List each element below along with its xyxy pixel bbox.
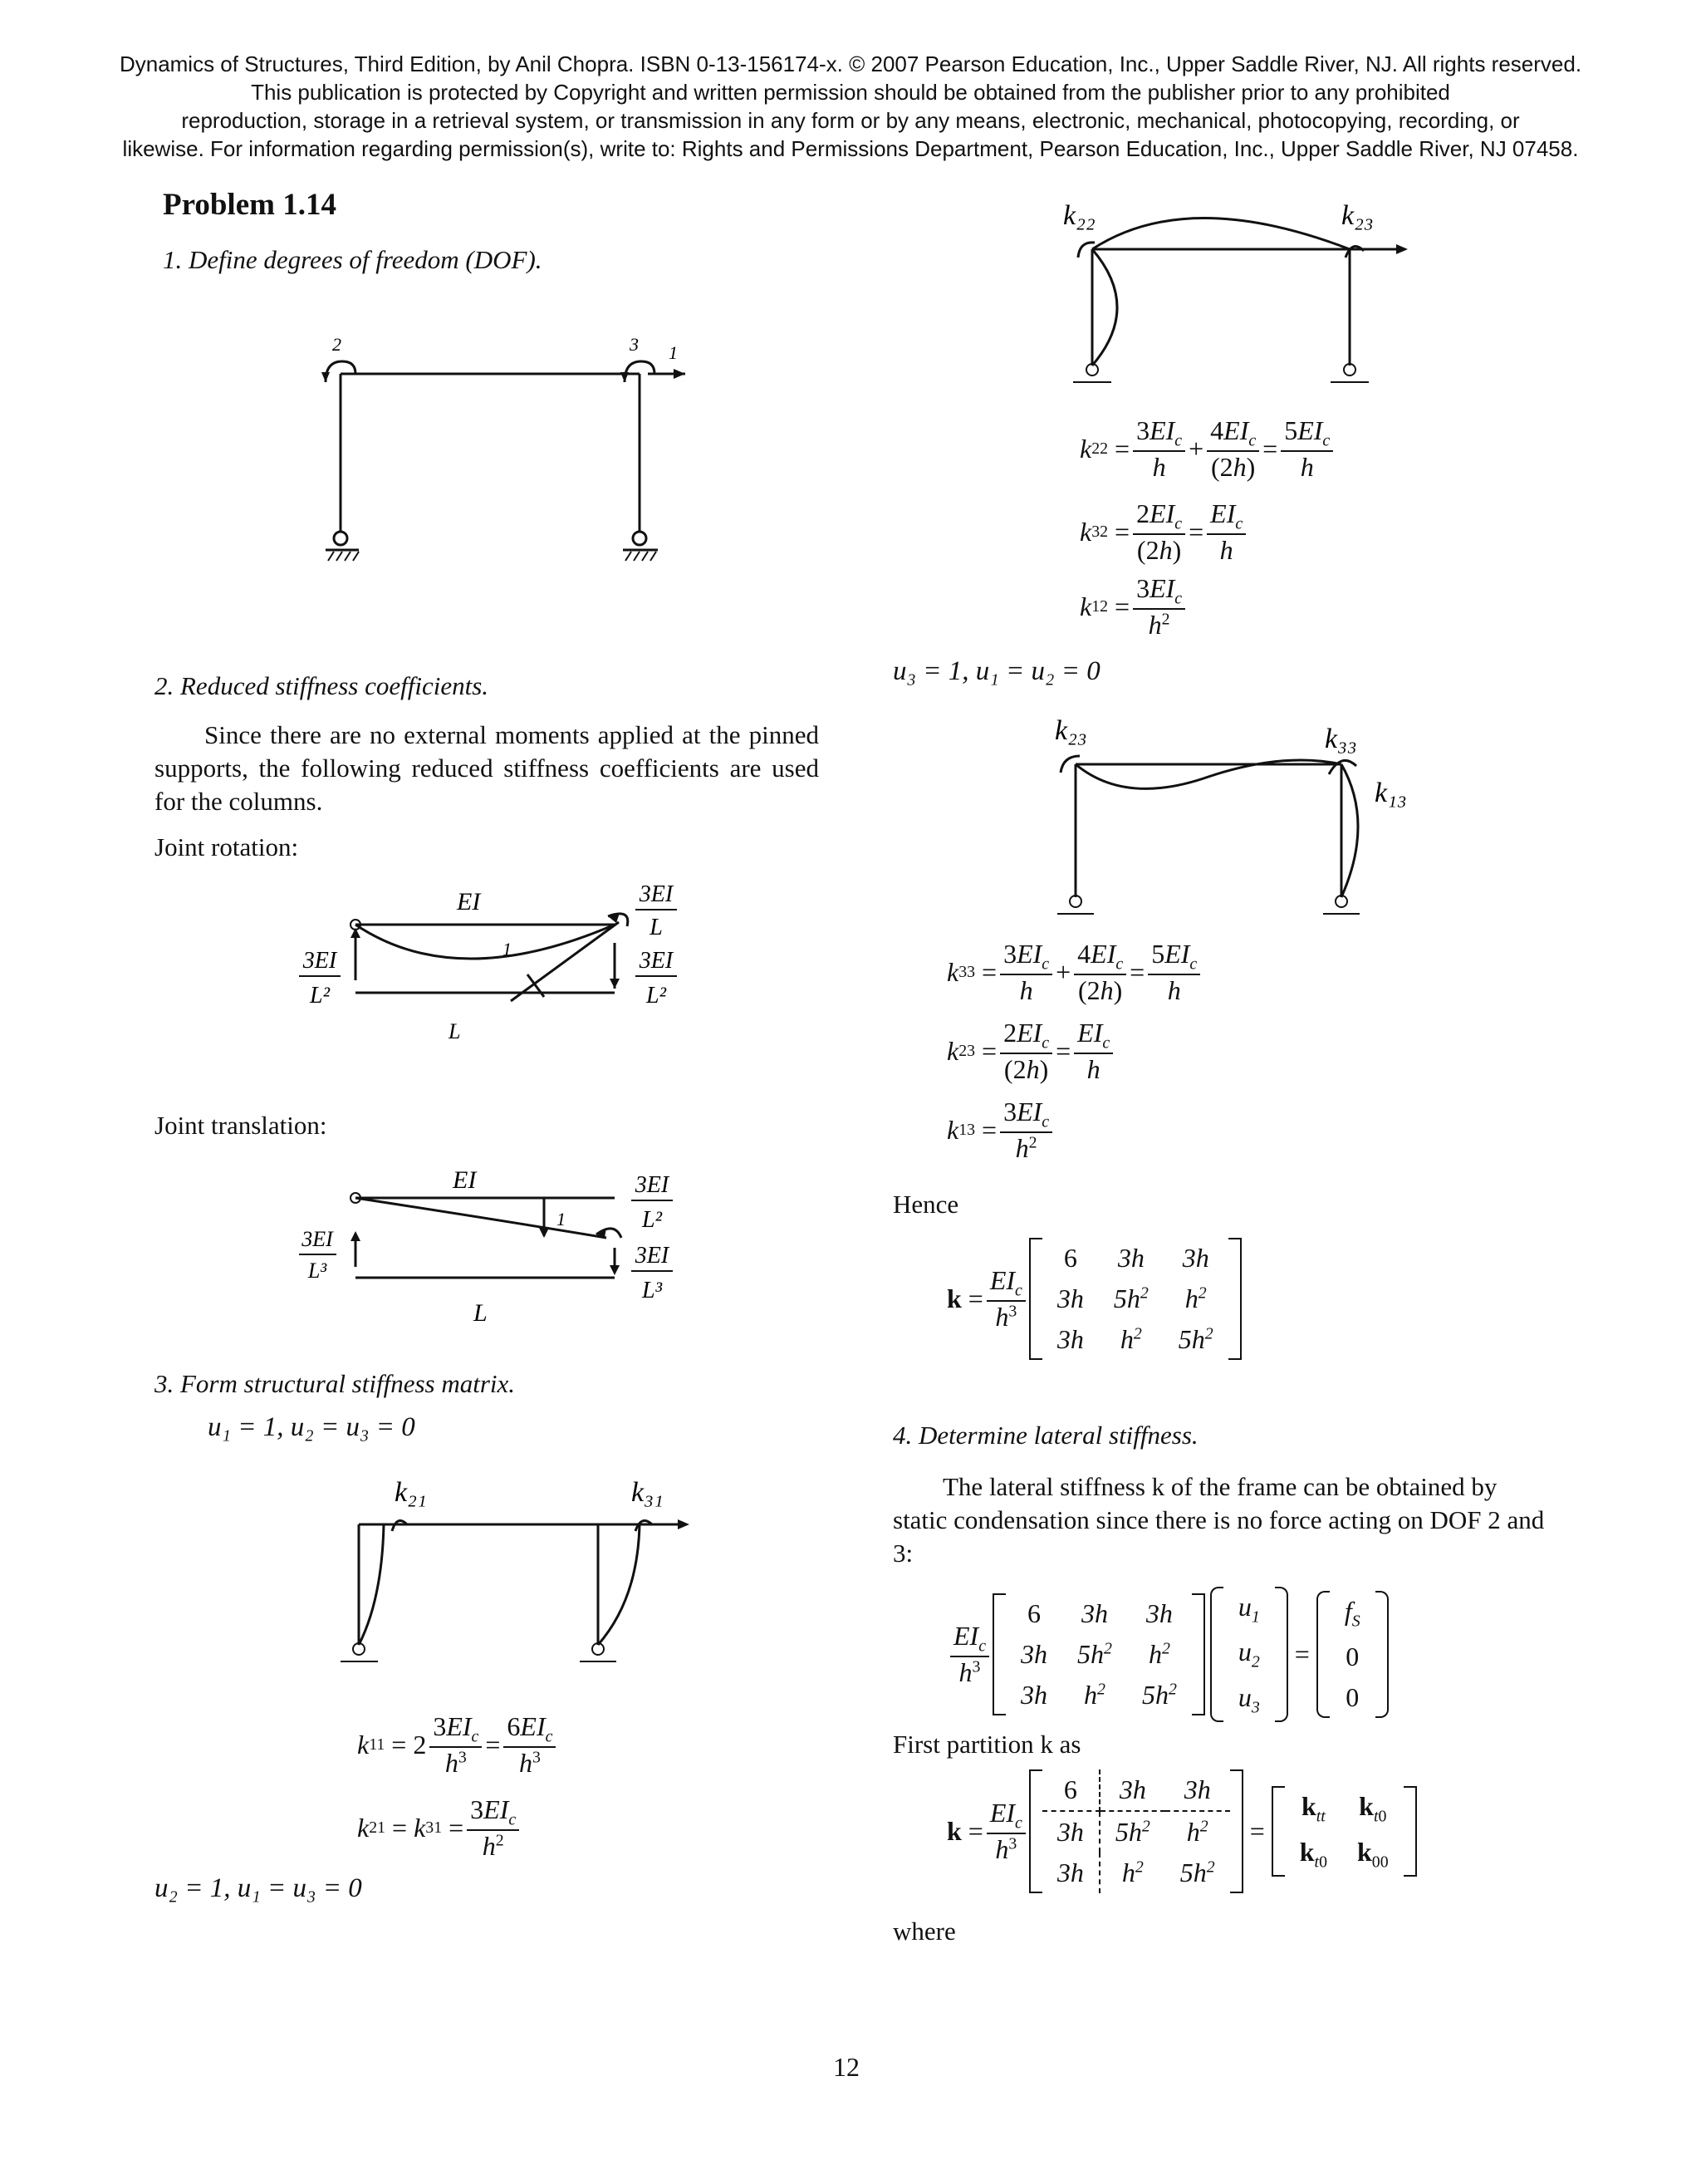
- case1-label: u₁ = 1, u₂ = u₃ = 0: [208, 1412, 415, 1442]
- eq-condensation: $\frac{EI_c}{h^3}$ 6 3h 3h 3h $5h^2$ $h^2$ 3h $h^2$ $5h^2$ $u_1$ $u_2$ $u_3$ = $f_S$ 0 0: [947, 1587, 1389, 1722]
- copyright-line: Dynamics of Structures, Third Edition, by Anil Chopra. ISBN 0-13-156174-x. © 2007 Pearson Education, Inc., Upper Saddle River, NJ. All rights reserved.: [119, 52, 1582, 76]
- eq-k21: k 21 = k 31 = $\frac{3EI_c}{h^2}$: [357, 1794, 522, 1862]
- rot-v-num: 3EI: [639, 948, 674, 974]
- trans-left-num: 3EI: [301, 1227, 333, 1251]
- stiffness-matrix: 6 3h 3h 3h $5h^2$ $h^2$ 3h $h^2$ $5h^2$: [1056, 1243, 1213, 1354]
- rot-left-num: 3EI: [302, 948, 337, 974]
- dof-frame-diagram: [282, 332, 714, 590]
- step2-heading: 2. Reduced stiffness coefficients.: [154, 671, 489, 700]
- k31-label: k₃₁: [631, 1477, 664, 1508]
- joint-rotation-diagram: [291, 876, 689, 1059]
- joint-rotation-label: Joint rotation:: [154, 832, 299, 861]
- copyright-notice: [58, 50, 1643, 163]
- joint-translation-diagram: [299, 1155, 698, 1337]
- trans-one-label: 1: [556, 1209, 566, 1229]
- hence-label: Hence: [893, 1190, 959, 1219]
- step4-heading: 4. Determine lateral stiffness.: [893, 1421, 1199, 1450]
- eq-k22: k 22 = $\frac{3EI_c}{h}$ + $\frac{4EI_c}{(2h)}$ = $\frac{5EI_c}{h}$: [1080, 415, 1336, 483]
- eq-k12: k 12 = $\frac{3EI_c}{h^2}$: [1080, 573, 1189, 640]
- frame-case2-diagram: [1055, 191, 1420, 407]
- k13-label: k₁₃: [1375, 778, 1407, 808]
- trans-left-den: L³: [307, 1259, 327, 1283]
- case2-label: u₂ = 1, u₁ = u₃ = 0: [154, 1873, 362, 1903]
- dof-label-2: 2: [332, 334, 341, 355]
- k23-label-top: k₂₃: [1341, 200, 1374, 231]
- page-number: 12: [833, 2052, 860, 2082]
- rot-one-label: 1: [502, 939, 512, 959]
- k21-label: k₂₁: [395, 1477, 427, 1508]
- frame-case1-diagram: [324, 1475, 714, 1699]
- frame-case3-diagram: [1042, 714, 1433, 930]
- trans-m-num: 3EI: [635, 1172, 669, 1198]
- dof-label-1: 1: [669, 342, 678, 363]
- case3-label: u₃ = 1, u₁ = u₂ = 0: [893, 656, 1101, 686]
- rot-v-den: L²: [646, 983, 666, 1009]
- k33-label: k₃₃: [1325, 724, 1357, 754]
- dof-label-3: 3: [630, 334, 639, 355]
- eq-k-matrix: k = $\frac{EI_c}{h^3}$ 6 3h 3h 3h $5h^2$ $h^2$ 3h $h^2$ $5h^2$: [947, 1238, 1242, 1360]
- step2-text: Since there are no external moments applied at the pinned supports, the following reduced stiffness coefficients are used for the columns.: [154, 720, 819, 816]
- rot-left-den: L²: [310, 983, 330, 1009]
- rot-m-den: L: [650, 915, 663, 940]
- copyright-line: likewise. For information regarding permission(s), write to: Rights and Permissions Department, Pearson Education, Inc., Upper Saddle River, NJ 07458.: [122, 136, 1579, 161]
- step4-text: The lateral stiffness k of the frame can be obtained by static condensation since there is no force acting on DOF 2 and 3:: [893, 1472, 1545, 1568]
- where-label: where: [893, 1917, 956, 1946]
- rot-L-label: L: [449, 1019, 461, 1043]
- eq-k13: k 13 = $\frac{3EI_c}{h^2}$: [947, 1097, 1056, 1164]
- eq-k23: k 23 = $\frac{2EI_c}{(2h)}$ = $\frac{EI_c}{h}$: [947, 1018, 1116, 1085]
- rot-m-num: 3EI: [639, 881, 674, 907]
- problem-title: Problem 1.14: [163, 188, 336, 222]
- trans-m-den: L²: [642, 1207, 662, 1233]
- eq-k32: k 32 = $\frac{2EI_c}{(2h)}$ = $\frac{EI_c}{h}$: [1080, 498, 1249, 566]
- rot-ei-label: EI: [457, 888, 481, 915]
- copyright-line: reproduction, storage in a retrieval system, or transmission in any form or by any means, electronic, mechanical, photocopying, recording, or: [181, 108, 1520, 133]
- trans-v-num: 3EI: [635, 1243, 669, 1269]
- k23-label: k₂₃: [1055, 715, 1087, 746]
- k22-label: k₂₂: [1063, 200, 1096, 231]
- trans-ei-label: EI: [453, 1166, 477, 1194]
- step1-heading: 1. Define degrees of freedom (DOF).: [163, 245, 542, 274]
- copyright-line: This publication is protected by Copyright and written permission should be obtained from the publisher prior to any prohibited: [251, 80, 1450, 105]
- eq-k11: k 11 = 2 $\frac{3EI_c}{h^3}$ = $\frac{6EI_c}{h^3}$: [357, 1711, 559, 1779]
- eq-partition: k = $\frac{EI_c}{h^3}$ 6 3h 3h 3h $5h^2$ $h^2$ 3h $h^2$ $5h^2$ = $k_{tt}$ $k_{t0}$ $k_{t0}$ $k_{00}$: [947, 1769, 1417, 1893]
- step3-heading: 3. Form structural stiffness matrix.: [154, 1369, 516, 1398]
- eq-k33: k 33 = $\frac{3EI_c}{h}$ + $\frac{4EI_c}{(2h)}$ = $\frac{5EI_c}{h}$: [947, 939, 1203, 1006]
- trans-L-label: L: [473, 1299, 488, 1327]
- trans-v-den: L³: [642, 1278, 662, 1303]
- partition-text: First partition k as: [893, 1730, 1081, 1759]
- joint-translation-label: Joint translation:: [154, 1111, 327, 1140]
